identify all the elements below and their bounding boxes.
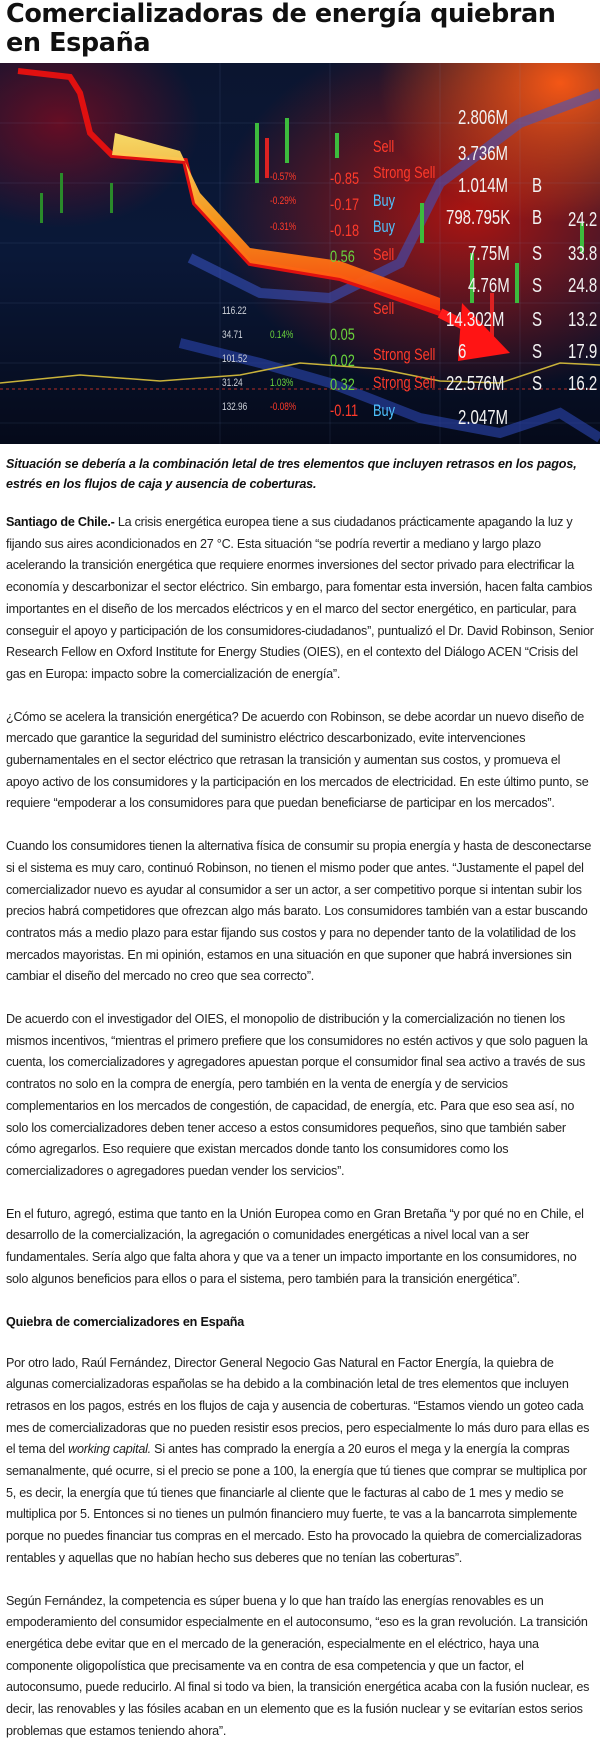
ticker-change: 0.32 (330, 375, 355, 394)
ticker-volume: 6 (458, 341, 467, 363)
italic-term: working capital. (68, 1442, 151, 1457)
ticker-flag: S (532, 243, 543, 265)
ticker-value: 132.96 (222, 401, 248, 413)
ticker-value: 34.71 (222, 329, 243, 341)
ticker-change: 0.56 (330, 247, 355, 266)
article-title: Comercializadoras de energía quiebran en España (6, 0, 556, 58)
ticker-volume: 2.047M (458, 407, 509, 429)
ticker-percent: -0.08% (270, 401, 297, 413)
ticker-change: -0.18 (330, 221, 360, 240)
ticker-signal: Buy (373, 191, 395, 210)
ticker-flag: B (532, 175, 543, 197)
ticker-value: 31.24 (222, 377, 243, 389)
ticker-signal: Sell (373, 299, 395, 318)
section-subheading: Quiebra de comercializadores en España (6, 1314, 245, 1329)
hero-image (0, 63, 600, 444)
ticker-volume: 3.736M (458, 143, 509, 165)
ticker-volume: 2.806M (458, 107, 509, 129)
ticker-signal: Strong Sell (373, 345, 436, 364)
ticker-flag: B (532, 207, 543, 229)
ticker-volume: 14.302M (446, 309, 505, 331)
paragraph-text: Si antes has comprado la energía a 20 euros el mega y la energía la compras semanalmente, qué ocurre, si el precio se pone a 100, la energía que tú tienes que comprar se multiplica por 5, es decir, la energía que tú tienes que financiarle al cliente que le facturas al cabo de 1 mes y medio se multiplica por 5. Entonces si no tienes un pulmón financiero muy fuerte, te vas a la bancarrota simplemente porque no puedes financiar tus compras en el mercado. Esto ha provocado la quiebra de comercializadoras rentables y aquellas que no habían hecho sus deberes que no tenían las coberturas”. (6, 1442, 587, 1565)
ticker-value: 101.52 (222, 353, 248, 365)
ticker-percent: 0.14% (270, 329, 294, 341)
ticker-flag: S (532, 341, 543, 363)
ticker-volume: 4.76M (468, 275, 510, 297)
ticker-flag: S (532, 275, 543, 297)
paragraph: En el futuro, agregó, estima que tanto en la Unión Europea como en Gran Bretaña “y por qué no en Chile, el desarrollo de la comercialización, la agregación o comunidades energéticas a nivel local van a ser fundamentales. Sería algo que falta ahora y que va a tener un impacto importante en los consumidores, no solo algunos beneficios para ellos o para el sistema, pero también para la transición energética”. (6, 1206, 584, 1286)
ticker-signal: Buy (373, 217, 395, 236)
ticker-price: 24.2 (568, 209, 598, 231)
ticker-price: 16.2 (568, 373, 598, 395)
ticker-price: 13.2 (568, 309, 598, 331)
ticker-price: 17.9 (568, 341, 598, 363)
ticker-price: 24.8 (568, 275, 598, 297)
ticker-volume: 1.014M (458, 175, 509, 197)
ticker-signal: Buy (373, 401, 395, 420)
paragraph: De acuerdo con el investigador del OIES, el monopolio de distribución y la comercialización no tienen los mismos incentivos, “mientras el primero prefiere que los consumidores no estén activos y que solo paguen la cuenta, los comercializadores y agregadores apuestan porque el consumidor final sea activo a través de sus contratos no solo en la compra de energía, pero también en la venta de energía y de servicios complementarios en los mercados de congestión, de capacidad, de energía, etc. Para que eso sea así, no solo los comercializadores deben tener acceso a estos consumidores pequeños, sino que también saber cómo agregarlos. Eso requiere que existan mercados donde tanto los consumidores como los comercializadores o agregadores puedan vender los servicios”. (6, 1012, 588, 1178)
ticker-change: -0.85 (330, 169, 360, 188)
paragraph (6, 1353, 594, 1570)
ticker-volume: 7.75M (468, 243, 510, 265)
paragraph: Según Fernández, la competencia es súper buena y lo que han traído las energías renovables es un empoderamiento del consumidor especialmente en el autoconsumo, “eso es la gran revolución. La transición energética debe evitar que en el mercado de la generación, especialmente en el eléctrico, haya una componente oligopolística que precisamente va en contra de esa competencia y que un factor, el autoconsumo, puede reducirlo. Al final si todo va bien, la transición energética acaba con la fusión nuclear, es decir, las renovables y las fósiles acaban en un elemento que es la fusión nuclear y se evitarían estos serios problemas que estamos teniendo ahora”. (6, 1593, 590, 1738)
article-lead: Situación se debería a la combinación letal de tres elementos que incluyen retrasos en los pagos, estrés en los flujos de caja y ausencia de coberturas. (6, 457, 577, 491)
paragraph: ¿Cómo se acelera la transición energética? De acuerdo con Robinson, se debe acordar un nuevo diseño de mercado que garantice la seguridad del suministro eléctrico descarbonizado, evite intervenciones gubernamentales en el sector eléctrico que retrasan la transición y aumentan sus costos, y promueva el apoyo activo de los consumidores y la participación en los mercados de electricidad. En este último punto, se requiere “empoderar a los consumidores para que puedan beneficiarse de participar en los mercados”. (6, 709, 589, 811)
ticker-percent: -0.31% (270, 221, 297, 233)
ticker-percent: -0.57% (270, 171, 297, 183)
ticker-signal: Sell (373, 137, 395, 156)
hero-image-graphic (0, 63, 600, 444)
ticker-signal: Strong Sell (373, 373, 436, 392)
ticker-price: 33.8 (568, 243, 598, 265)
ticker-change: 0.05 (330, 325, 355, 344)
article-body (0, 454, 600, 1742)
paragraph-text: Por otro lado, Raúl Fernández, Director General Negocio Gas Natural en Factor Energía, la quiebra de algunas comercializadoras españolas se ha debido a la combinación letal de tres elementos que incluyen retrasos en los pagos, estrés en los flujos de caja y ausencia de coberturas. “Estamos viendo un goteo cada mes de comercializadoras que no pueden resistir esos precios, pero especialmente lo más duro para ellas es el tema del (6, 1355, 590, 1457)
ticker-change: -0.17 (330, 195, 360, 214)
ticker-percent: -0.29% (270, 195, 297, 207)
ticker-signal: Strong Sell (373, 163, 436, 182)
paragraph: Cuando los consumidores tienen la alternativa física de consumir su propia energía y hasta de desconectarse si el sistema es muy caro, continuó Robinson, no tienen el mismo poder que antes. “Justamente el papel del comercializador nuevo es ayudar al consumidor a ser un actor, a ser competitivo porque si intentan subir los precios habrá competidores que ofrezcan algo más barato. Los consumidores también van a estar buscando contratos más a medio plazo para estar fijando sus costos y para no depender tanto de la volatilidad de los mercados mayoristas. En mi opinión, estamos en una situación en que suponer que habrá inversiones sin cambiar el diseño del mercado no creo que sea correcto”. (6, 839, 592, 984)
paragraph (6, 512, 594, 686)
ticker-value: 116.22 (222, 305, 247, 317)
ticker-volume: 798.795K (446, 207, 511, 229)
dateline: Santiago de Chile.- (6, 515, 115, 529)
ticker-signal: Sell (373, 245, 395, 264)
grid-lines (0, 63, 600, 444)
ticker-flag: S (532, 373, 543, 395)
ticker-change: 0.02 (330, 351, 355, 370)
ticker-volume: 22.576M (446, 373, 505, 395)
paragraph-text: La crisis energética europea tiene a sus ciudadanos prácticamente apagando la luz y fijando sus aires acondicionados en 27 °C. Esta situación “se podría revertir a mediano y largo plazo acelerando la transición energética que requiere enormes inversiones del sector privado para electrificar la economía y descarbonizar el sector eléctrico. Sin embargo, para fomentar esta inversión, hacen falta cambios importantes en el diseño de los mercados eléctricos y en el marco del sector energético, en particular, para conseguir el apoyo y participación de los consumidores-ciudadanos”, puntualizó el Dr. David Robinson, Senior Research Fellow en Oxford Institute for Energy Studies (OIES), en el contexto del Diálogo ACEN “Crisis del gas en Europa: impacto sobre la comercialización de energía”. (6, 515, 594, 681)
ticker-percent: 1.03% (270, 377, 294, 389)
ticker-change: -0.11 (330, 401, 359, 420)
ticker-flag: S (532, 309, 543, 331)
